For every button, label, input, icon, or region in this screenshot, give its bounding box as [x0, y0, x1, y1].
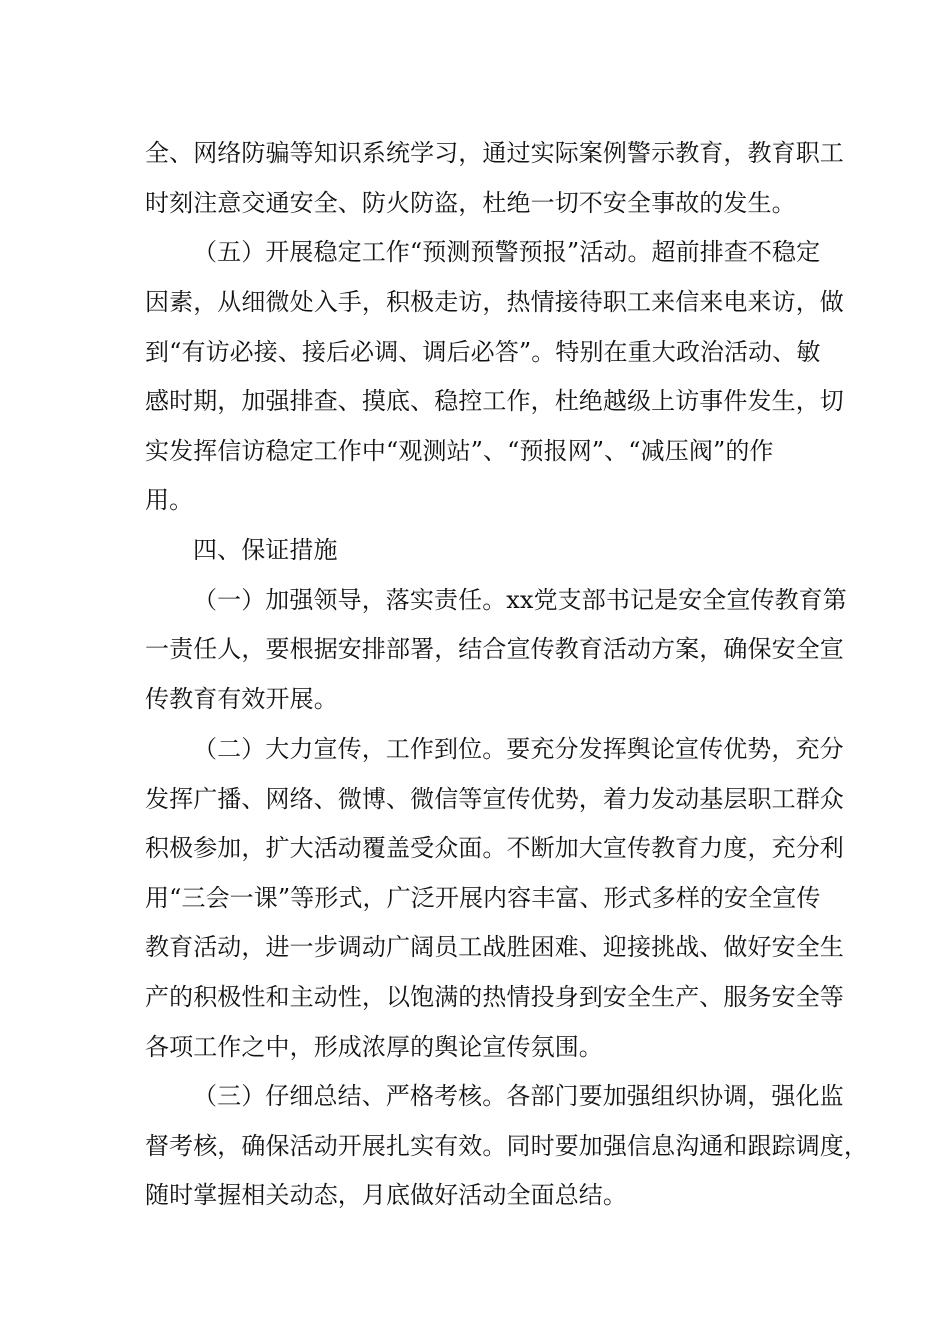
paragraph-heading-1: （一）加强领导，落实责任。xx党支部书记是安全宣传教育第 — [193, 586, 847, 614]
text-line: 督考核，确保活动开展扎实有效。同时要加强信息沟通和跟踪调度， — [145, 1132, 868, 1160]
text-line: 传教育有效开展。 — [145, 685, 338, 713]
paragraph-heading-3: （三）仔细总结、严格考核。各部门要加强组织协调，强化监 — [193, 1082, 844, 1110]
text-line: 一责任人，要根据安排部署，结合宣传教育活动方案，确保安全宣 — [145, 635, 844, 663]
text-line: 各项工作之中，形成浓厚的舆论宣传氛围。 — [145, 1033, 603, 1061]
section-heading: 四、保证措施 — [193, 536, 338, 564]
text-line: 发挥广播、网络、微博、微信等宣传优势，着力发动基层职工群众 — [145, 785, 844, 813]
paragraph-heading-2: （二）大力宣传，工作到位。要充分发挥舆论宣传优势，充分 — [193, 735, 844, 763]
text-line: 用。 — [145, 486, 194, 514]
paragraph-heading-5: （五）开展稳定工作“预测预警预报”活动。超前排查不稳定 — [193, 238, 821, 266]
text-line: 因素，从细微处入手，积极走访，热情接待职工来信来电来访，做 — [145, 288, 844, 316]
text-line: 全、网络防骗等知识系统学习，通过实际案例警示教育，教育职工 — [145, 139, 844, 167]
text-line: 产的积极性和主动性，以饱满的热情投身到安全生产、服务安全等 — [145, 983, 844, 1011]
text-line: 感时期，加强排查、摸底、稳控工作，杜绝越级上访事件发生，切 — [145, 387, 844, 415]
text-line: 积极参加，扩大活动覆盖受众面。不断加大宣传教育力度，充分利 — [145, 834, 844, 862]
text-line: 教育活动，进一步调动广阔员工战胜困难、迎接挑战、做好安全生 — [145, 933, 844, 961]
text-line: 随时掌握相关动态，月底做好活动全面总结。 — [145, 1181, 627, 1209]
text-line: 到“有访必接、接后必调、调后必答”。特别在重大政治活动、敏 — [145, 338, 821, 366]
text-line: 实发挥信访稳定工作中“观测站”、“预报网”、“减压阀”的作 — [145, 437, 774, 465]
text-line: 用“三会一课”等形式，广泛开展内容丰富、形式多样的安全宣传 — [145, 884, 821, 912]
text-line: 时刻注意交通安全、防火防盗，杜绝一切不安全事故的发生。 — [145, 189, 796, 217]
